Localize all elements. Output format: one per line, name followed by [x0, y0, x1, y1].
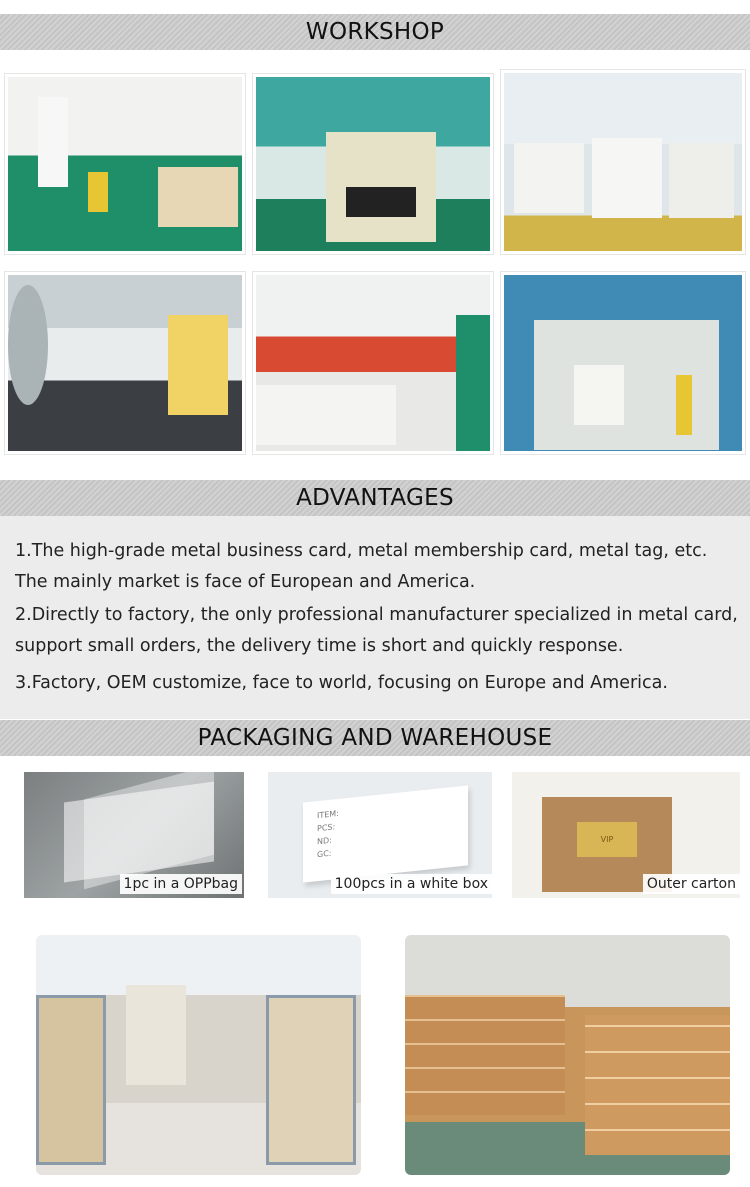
gold-card-shape: VIP — [577, 822, 637, 857]
warehouse-photo-1 — [36, 935, 361, 1175]
window-shape — [38, 97, 68, 187]
advantage-item: 2.Directly to factory, the only professional manufacturer specialized in metal card, support small orders, the delivery time is short and quickly response. — [15, 605, 738, 656]
advantages-banner — [0, 480, 750, 516]
advantages-panel — [0, 516, 750, 719]
workshop-photo-4 — [5, 272, 245, 454]
packaging-heading: PACKAGING AND WAREHOUSE — [197, 725, 553, 751]
workshop-photo-6 — [501, 272, 745, 454]
warehouse-photo-2 — [405, 935, 730, 1175]
workbench-shape — [158, 167, 238, 227]
carton-stack-shape — [585, 1015, 730, 1155]
carton-stack-shape — [405, 995, 565, 1115]
screen-table-shape — [346, 187, 416, 217]
fan-shape — [8, 285, 48, 405]
box-label-line: ITEM: — [317, 808, 339, 821]
machine-shape-3 — [669, 143, 734, 218]
box-label-line: ND: — [317, 835, 332, 847]
machine-shape-1 — [514, 143, 584, 213]
worker-shape — [88, 172, 108, 212]
worker-shape — [676, 375, 692, 435]
cabinet-shape — [256, 385, 396, 445]
caption: 100pcs in a white box — [331, 874, 492, 894]
shelf-shape — [36, 995, 106, 1165]
box-label-line: PCS: — [317, 822, 336, 834]
workshop-banner — [0, 14, 750, 50]
machine-shape-2 — [592, 138, 662, 218]
floor-shape — [456, 315, 493, 454]
caption: 1pc in a OPPbag — [120, 874, 242, 894]
advantage-item: 1.The high-grade metal business card, metal membership card, metal tag, etc. The mainly market is face of European and America. — [15, 541, 708, 592]
caption: Outer carton — [643, 874, 740, 894]
white-box-shape — [303, 785, 468, 882]
packaging-banner — [0, 720, 750, 756]
outer-carton-photo — [512, 772, 740, 898]
stacked-boxes-shape — [126, 985, 186, 1085]
workshop-photo-3 — [501, 70, 745, 254]
box-label-line: GC: — [317, 848, 332, 860]
white-box-photo — [268, 772, 492, 898]
advantages-heading: ADVANTAGES — [296, 485, 454, 511]
opp-bag-shape — [84, 772, 214, 889]
workshop-photo-1 — [5, 74, 245, 254]
opp-bag-photo — [24, 772, 244, 898]
shelf-shape — [266, 995, 356, 1165]
worker-shape — [168, 315, 228, 415]
workshop-heading: WORKSHOP — [305, 19, 445, 45]
workshop-photo-2 — [253, 74, 493, 254]
workshop-photo-5 — [253, 272, 493, 454]
advantage-item: 3.Factory, OEM customize, face to world, focusing on Europe and America. — [15, 673, 668, 693]
oven-shape — [574, 365, 624, 425]
